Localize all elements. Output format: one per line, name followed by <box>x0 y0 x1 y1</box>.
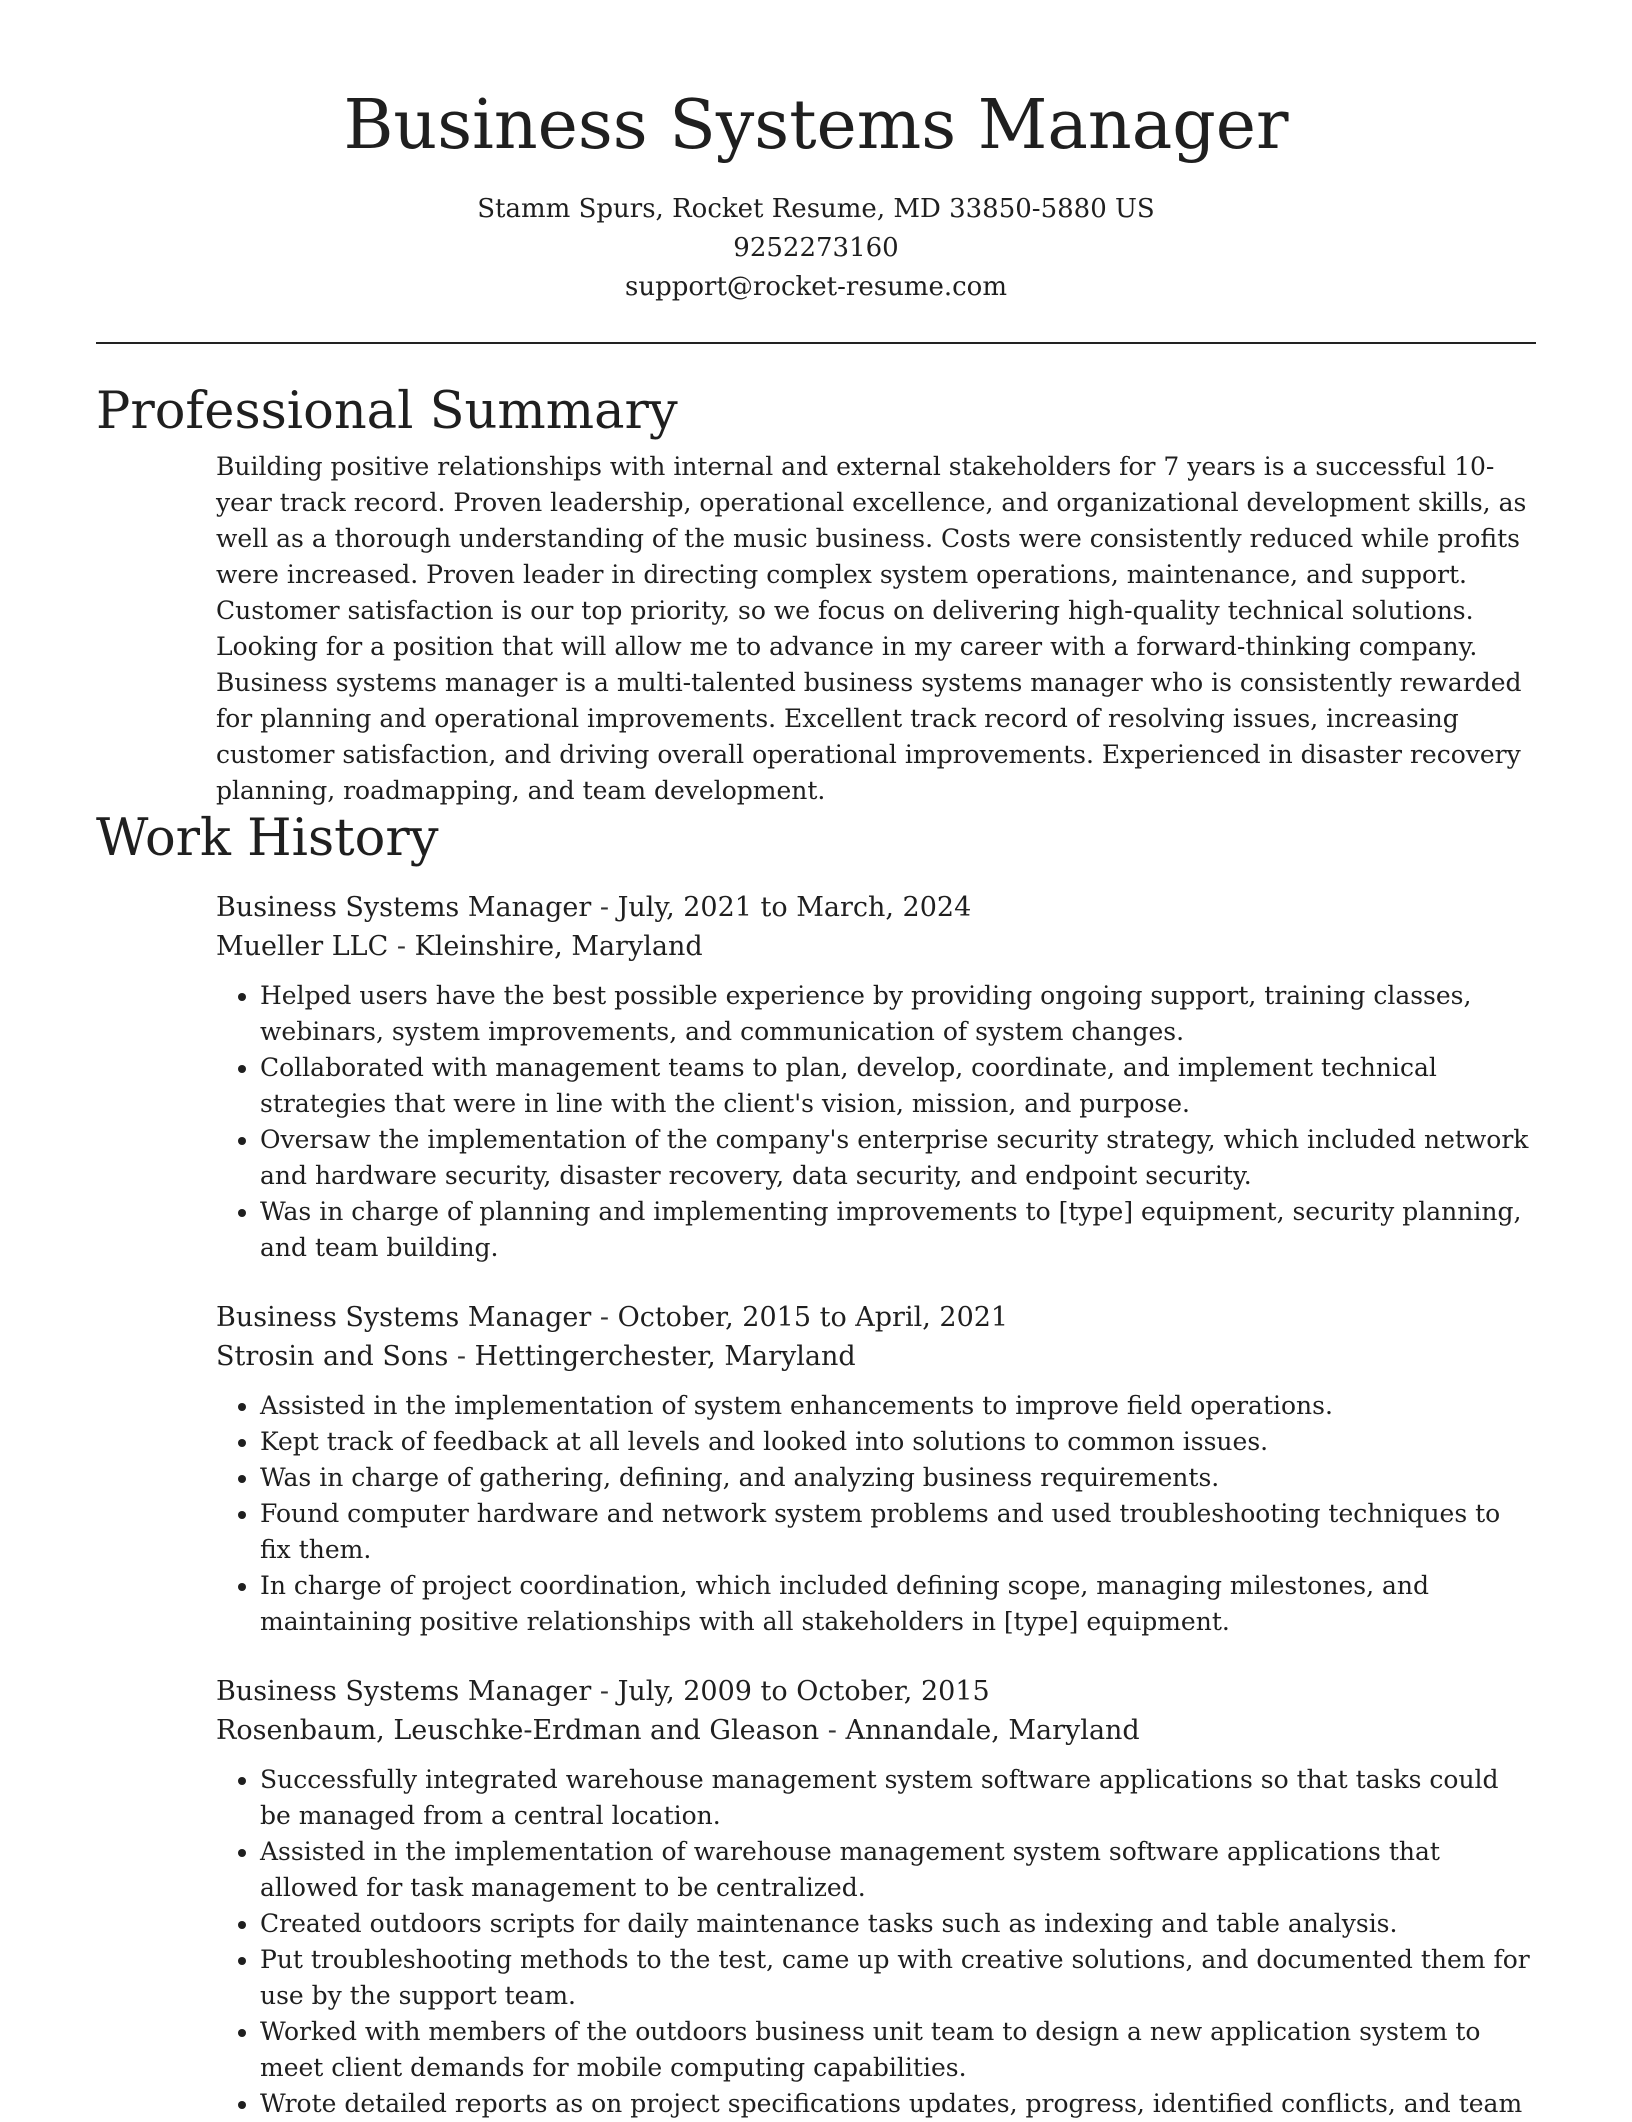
job-bullet: • Oversaw the implementation of the company's enterprise security strategy, which included network and hardware security, disaster recovery, data security, and endpoint security. <box>260 1122 1536 1194</box>
job-company-line <box>216 927 1536 966</box>
header-divider <box>96 342 1536 344</box>
separator: - <box>591 1676 618 1707</box>
job-bullet: • Successfully integrated warehouse management system software applications so that tasks could be managed from a central location. <box>260 1762 1536 1834</box>
job-role: Business Systems Manager <box>216 892 592 923</box>
job-role: Business Systems Manager <box>216 1302 592 1333</box>
work-history-section <box>96 808 1536 2122</box>
section-title-summary: Professional Summary <box>96 382 678 441</box>
job-dates: July, 2021 to March, 2024 <box>617 892 972 923</box>
separator: - <box>819 1715 846 1746</box>
job-company-line <box>216 1337 1536 1376</box>
email: support@rocket-resume.com <box>624 272 1007 302</box>
job-bullet: • Kept track of feedback at all levels and looked into solutions to common issues. <box>260 1424 1536 1460</box>
address: Stamm Spurs, Rocket Resume, MD 33850-5880 US <box>477 194 1155 224</box>
phone: 9252273160 <box>733 233 899 263</box>
job-location: Hettingerchester, Maryland <box>474 1341 856 1372</box>
contact-info <box>0 190 1632 307</box>
summary-text: Building positive relationships with internal and external stakeholders for 7 years is a successful 10-year track record. Proven leadership, operational excellence, and organizational development skills, as well as a thorough understanding of the music business. Costs were consistently reduced while profits were increased. Proven leader in directing complex system operations, maintenance, and support. Customer satisfaction is our top priority, so we focus on delivering high-quality technical solutions. Looking for a position that will allow me to advance in my career with a forward-thinking company. Business systems manager is a multi-talented business systems manager who is consistently rewarded for planning and operational improvements. Excellent track record of resolving issues, increasing customer satisfaction, and driving overall operational improvements. Experienced in disaster recovery planning, roadmapping, and team development. <box>216 452 1527 805</box>
job-company: Strosin and Sons <box>216 1341 449 1372</box>
job-bullet: • Helped users have the best possible experience by providing ongoing support, training classes, webinars, system improvements, and communication of system changes. <box>260 978 1536 1050</box>
job-bullet: • Created outdoors scripts for daily maintenance tasks such as indexing and table analysis. <box>260 1906 1536 1942</box>
job-title-line <box>216 1298 1536 1337</box>
job-bullet: • Put troubleshooting methods to the test, came up with creative solutions, and documented them for use by the support team. <box>260 1942 1536 2014</box>
job-location: Annandale, Maryland <box>845 1715 1140 1746</box>
job-bullets <box>216 1762 1536 2122</box>
job-bullet: • Was in charge of planning and implementing improvements to [type] equipment, security planning, and team building. <box>260 1194 1536 1266</box>
job-bullet: • Was in charge of gathering, defining, and analyzing business requirements. <box>260 1460 1536 1496</box>
job-dates: October, 2015 to April, 2021 <box>617 1302 1009 1333</box>
resume-header <box>0 0 1632 307</box>
job-entry <box>216 1298 1536 1640</box>
job-bullet: • Wrote detailed reports as on project specifications updates, progress, identified conflicts, and team <box>260 2086 1536 2122</box>
job-entry <box>216 1672 1536 2122</box>
job-bullets <box>216 978 1536 1266</box>
job-location: Kleinshire, Maryland <box>414 931 703 962</box>
job-bullet: • In charge of project coordination, which included defining scope, managing milestones, and maintaining positive relationships with all stakeholders in [type] equipment. <box>260 1568 1536 1640</box>
job-dates: July, 2009 to October, 2015 <box>617 1676 990 1707</box>
job-bullet: • Collaborated with management teams to plan, develop, coordinate, and implement technical strategies that were in line with the client's vision, mission, and purpose. <box>260 1050 1536 1122</box>
job-bullets <box>216 1388 1536 1640</box>
separator: - <box>591 892 618 923</box>
candidate-title: Business Systems Manager <box>343 86 1289 165</box>
separator: - <box>448 1341 475 1372</box>
job-company: Rosenbaum, Leuschke-Erdman and Gleason <box>216 1715 820 1746</box>
job-bullet: • Assisted in the implementation of system enhancements to improve field operations. <box>260 1388 1536 1424</box>
section-title-work-history: Work History <box>96 809 439 868</box>
job-role: Business Systems Manager <box>216 1676 592 1707</box>
job-company-line <box>216 1711 1536 1750</box>
separator: - <box>388 931 415 962</box>
job-bullet: • Assisted in the implementation of warehouse management system software applications that allowed for task management to be centralized. <box>260 1834 1536 1906</box>
job-list <box>96 888 1536 2122</box>
job-bullet: • Found computer hardware and network system problems and used troubleshooting techniques to fix them. <box>260 1496 1536 1568</box>
job-company: Mueller LLC <box>216 931 389 962</box>
job-bullet: • Worked with members of the outdoors business unit team to design a new application system to meet client demands for mobile computing capabilities. <box>260 2014 1536 2086</box>
job-title-line <box>216 888 1536 927</box>
professional-summary-section <box>96 381 1536 809</box>
job-entry <box>216 888 1536 1266</box>
separator: - <box>591 1302 618 1333</box>
job-title-line <box>216 1672 1536 1711</box>
